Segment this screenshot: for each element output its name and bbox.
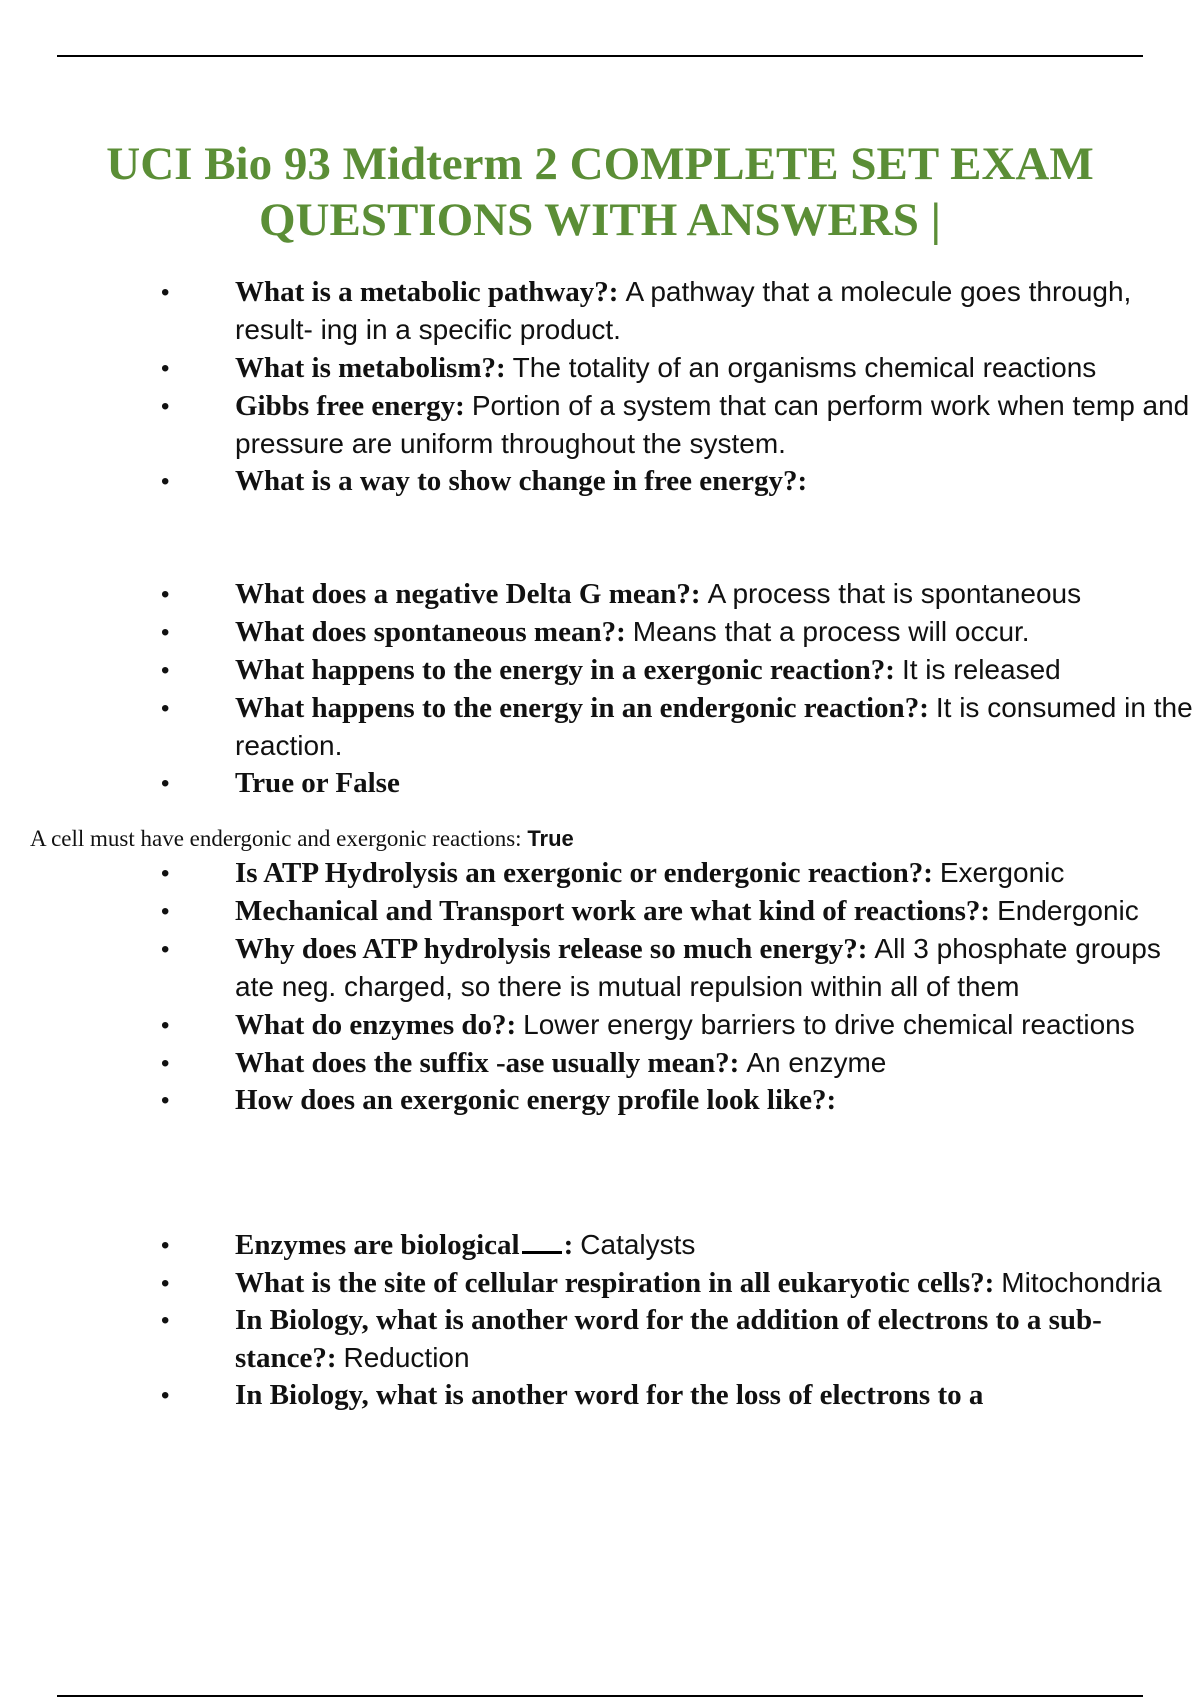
figure-space <box>0 1119 1200 1226</box>
bullet-icon: • <box>161 1050 170 1077</box>
question: In Biology, what is another word for the loss of electrons to a <box>235 1379 984 1411</box>
qa-item <box>93 613 1200 651</box>
bullet-icon: • <box>161 936 170 963</box>
answer: An enzyme <box>746 1047 887 1078</box>
bullet-icon: • <box>161 581 170 608</box>
answer: Mitochondria <box>1001 1267 1162 1298</box>
bullet-icon: • <box>161 770 170 797</box>
bullet-icon: • <box>161 1307 170 1334</box>
question: What is the site of cellular respiration in all eukaryotic cells?: <box>235 1267 995 1299</box>
answer: A process that is spontaneous <box>707 578 1082 609</box>
figure-space <box>0 500 1200 575</box>
question: In Biology, what is another word for the addition of electrons to a sub- stance?: <box>235 1304 1102 1374</box>
question: What happens to the energy in an endergonic reaction?: <box>235 692 929 724</box>
spacer <box>0 802 1200 820</box>
bullet-icon: • <box>161 619 170 646</box>
title-line-1: UCI Bio 93 Midterm 2 COMPLETE SET EXAM <box>106 138 1094 190</box>
bullet-icon: • <box>161 1270 170 1297</box>
question: Mechanical and Transport work are what kind of reactions?: <box>235 895 991 927</box>
qa-item <box>93 1006 1200 1044</box>
qa-list <box>0 273 1200 1673</box>
qa-item <box>93 575 1200 613</box>
qa-item <box>93 1264 1200 1302</box>
qa-item <box>93 463 1200 500</box>
true-false-statement: A cell must have endergonic and exergonic reactions: <box>30 826 522 851</box>
question: What do enzymes do?: <box>235 1009 517 1041</box>
title-line-2: QUESTIONS WITH ANSWERS | <box>258 194 942 246</box>
question: What happens to the energy in a exergonic reaction?: <box>235 654 895 686</box>
answer: Catalysts <box>580 1229 696 1260</box>
qa-item <box>93 854 1200 892</box>
question: Is ATP Hydrolysis an exergonic or endergonic reaction?: <box>235 857 933 889</box>
question: What does the suffix -ase usually mean?: <box>235 1047 740 1079</box>
question: What does a negative Delta G mean?: <box>235 578 701 610</box>
answer: Exergonic <box>939 857 1065 888</box>
document-title <box>60 136 1140 248</box>
question: Enzymes are biological <box>235 1229 520 1261</box>
bullet-icon: • <box>161 695 170 722</box>
bullet-icon: • <box>161 1382 170 1409</box>
question: Gibbs free energy: <box>235 390 465 422</box>
answer: A pathway that a molecule goes through, result- ing in a specific product. <box>235 276 1132 345</box>
qa-item <box>93 651 1200 689</box>
qa-item <box>93 1302 1200 1377</box>
qa-item <box>93 689 1200 765</box>
top-rule <box>57 55 1143 57</box>
bullet-icon: • <box>161 355 170 382</box>
bullet-icon: • <box>161 393 170 420</box>
bullet-icon: • <box>161 860 170 887</box>
question: What does spontaneous mean?: <box>235 616 626 648</box>
qa-item <box>93 765 1200 802</box>
question: How does an exergonic energy profile look like?: <box>235 1084 837 1116</box>
true-false-answer: True <box>527 826 574 851</box>
answer: Endergonic <box>997 895 1139 926</box>
answer: It is released <box>901 654 1061 685</box>
fill-in-blank <box>522 1229 562 1254</box>
question: True or False <box>235 767 400 799</box>
question: What is metabolism?: <box>235 352 506 384</box>
answer: Means that a process will occur. <box>632 616 1030 647</box>
qa-item <box>93 930 1200 1006</box>
answer: Portion of a system that can perform work when temp and pressure are uniform throughout the system. <box>235 390 1190 459</box>
bullet-icon: • <box>161 1232 170 1259</box>
bullet-icon: • <box>161 1087 170 1114</box>
bottom-rule <box>57 1695 1143 1697</box>
true-false-item <box>30 824 1200 854</box>
answer: All 3 phosphate groups ate neg. charged, so there is mutual repulsion within all of them <box>235 933 1161 1002</box>
answer: Lower energy barriers to drive chemical reactions <box>523 1009 1135 1040</box>
answer: It is consumed in the reaction. <box>235 692 1193 761</box>
bullet-icon: • <box>161 898 170 925</box>
question: Why does ATP hydrolysis release so much energy?: <box>235 933 868 965</box>
answer: Reduction <box>343 1342 470 1373</box>
qa-item <box>93 387 1200 463</box>
bullet-icon: • <box>161 657 170 684</box>
qa-item <box>93 1082 1200 1119</box>
question: What is a way to show change in free energy?: <box>235 465 808 497</box>
qa-item <box>93 273 1200 349</box>
qa-item <box>93 349 1200 387</box>
answer: The totality of an organisms chemical reactions <box>512 352 1097 383</box>
bullet-icon: • <box>161 1012 170 1039</box>
qa-item <box>93 1044 1200 1082</box>
question: What is a metabolic pathway?: <box>235 276 619 308</box>
question-suffix: : <box>563 1229 574 1261</box>
qa-item <box>93 1377 1200 1414</box>
bullet-icon: • <box>161 279 170 306</box>
bullet-icon: • <box>161 468 170 495</box>
qa-item <box>93 1226 1200 1264</box>
qa-item <box>93 892 1200 930</box>
